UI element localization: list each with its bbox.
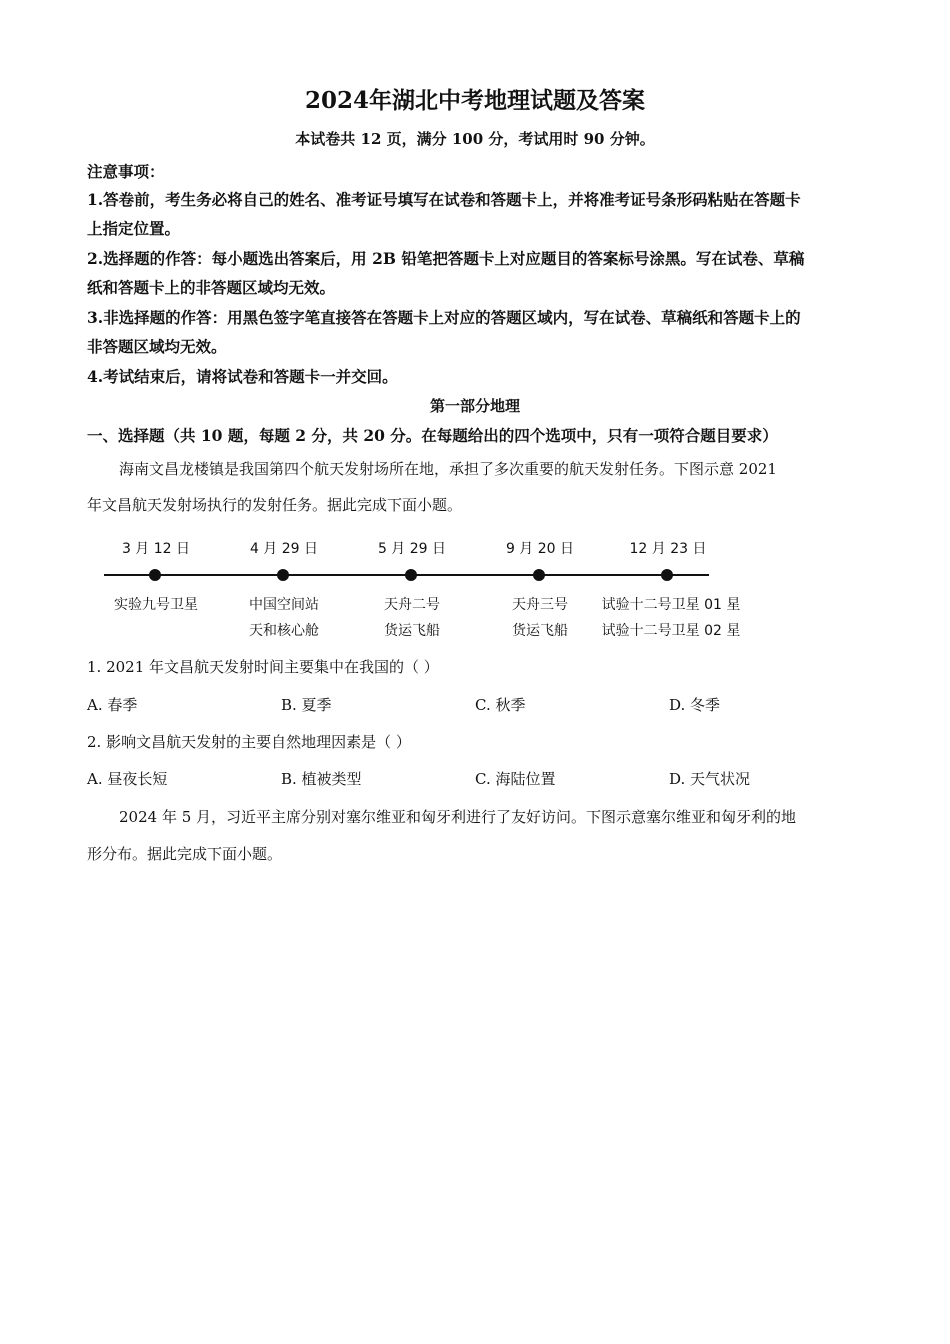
- timeline-mission: 货运飞船: [512, 623, 568, 639]
- section-title: 一、选择题（共 10 题，每题 2 分，共 20 分。在每题给出的四个选项中，只有一项符合题目要求）: [87, 426, 778, 445]
- timeline-date: 12 月 23 日: [629, 541, 707, 557]
- option-d: D. 冬季: [669, 696, 721, 714]
- question-stem: 2. 影响文昌航天发射的主要自然地理因素是（ ）: [87, 733, 411, 751]
- timeline-date: 3 月 12 日: [121, 541, 191, 557]
- option-d: D. 天气状况: [669, 770, 751, 788]
- intro-paragraph: 2024 年 5 月，习近平主席分别对塞尔维亚和匈牙利进行了友好访问。下图示意塞尔维亚和匈牙利的地: [119, 808, 797, 826]
- option-b: B. 夏季: [281, 696, 332, 714]
- timeline-mission: 试验十二号卫星 02 星: [601, 623, 741, 639]
- notice-line: 3.非选择题的作答：用黑色签字笔直接答在答题卡上对应的答题区域内，写在试卷、草稿纸和答题卡上的: [87, 308, 801, 327]
- option-a: A. 昼夜长短: [87, 770, 168, 788]
- timeline-dot: [277, 569, 289, 581]
- timeline-date: 9 月 20 日: [505, 541, 575, 557]
- timeline-mission: 试验十二号卫星 01 星: [601, 597, 741, 613]
- notice-heading: 注意事项：: [87, 162, 165, 181]
- option-c: C. 海陆位置: [475, 770, 556, 788]
- notice-line: 4.考试结束后，请将试卷和答题卡一并交回。: [87, 367, 398, 386]
- notice-line: 非答题区域均无效。: [87, 337, 227, 356]
- timeline-mission: 天舟三号: [512, 597, 568, 613]
- timeline-mission: 货运飞船: [384, 623, 440, 639]
- page-subtitle: 本试卷共 12 页，满分 100 分，考试用时 90 分钟。: [295, 130, 655, 148]
- timeline-mission: 天和核心舱: [249, 623, 319, 639]
- timeline-mission: 天舟二号: [384, 597, 440, 613]
- timeline-dot: [405, 569, 417, 581]
- intro-paragraph: 形分布。据此完成下面小题。: [87, 845, 283, 863]
- timeline-dot: [149, 569, 161, 581]
- intro-paragraph: 年文昌航天发射场执行的发射任务。据此完成下面小题。: [87, 496, 463, 514]
- notice-line: 纸和答题卡上的非答题区域均无效。: [87, 278, 336, 297]
- option-c: C. 秋季: [475, 696, 526, 714]
- part-title: 第一部分地理: [429, 397, 520, 415]
- timeline-date: 4 月 29 日: [249, 541, 319, 557]
- page-title: 2024年湖北中考地理试题及答案: [304, 87, 645, 114]
- timeline-mission: 中国空间站: [249, 597, 319, 613]
- option-a: A. 春季: [87, 696, 138, 714]
- notice-line: 上指定位置。: [87, 219, 181, 238]
- intro-paragraph: 海南文昌龙楼镇是我国第四个航天发射场所在地，承担了多次重要的航天发射任务。下图示意 2021: [119, 460, 777, 478]
- timeline-mission: 实验九号卫星: [114, 597, 198, 613]
- notice-line: 2.选择题的作答：每小题选出答案后，用 2B 铅笔把答题卡上对应题目的答案标号涂黑。写在试卷、草稿: [87, 249, 805, 268]
- timeline-dot: [661, 569, 673, 581]
- timeline-date: 5 月 29 日: [377, 541, 447, 557]
- notice-line: 1.答卷前，考生务必将自己的姓名、准考证号填写在试卷和答题卡上，并将准考证号条形码粘贴在答题卡: [87, 190, 801, 209]
- option-b: B. 植被类型: [281, 770, 362, 788]
- question-stem: 1. 2021 年文昌航天发射时间主要集中在我国的（ ）: [87, 658, 439, 676]
- timeline-dot: [533, 569, 545, 581]
